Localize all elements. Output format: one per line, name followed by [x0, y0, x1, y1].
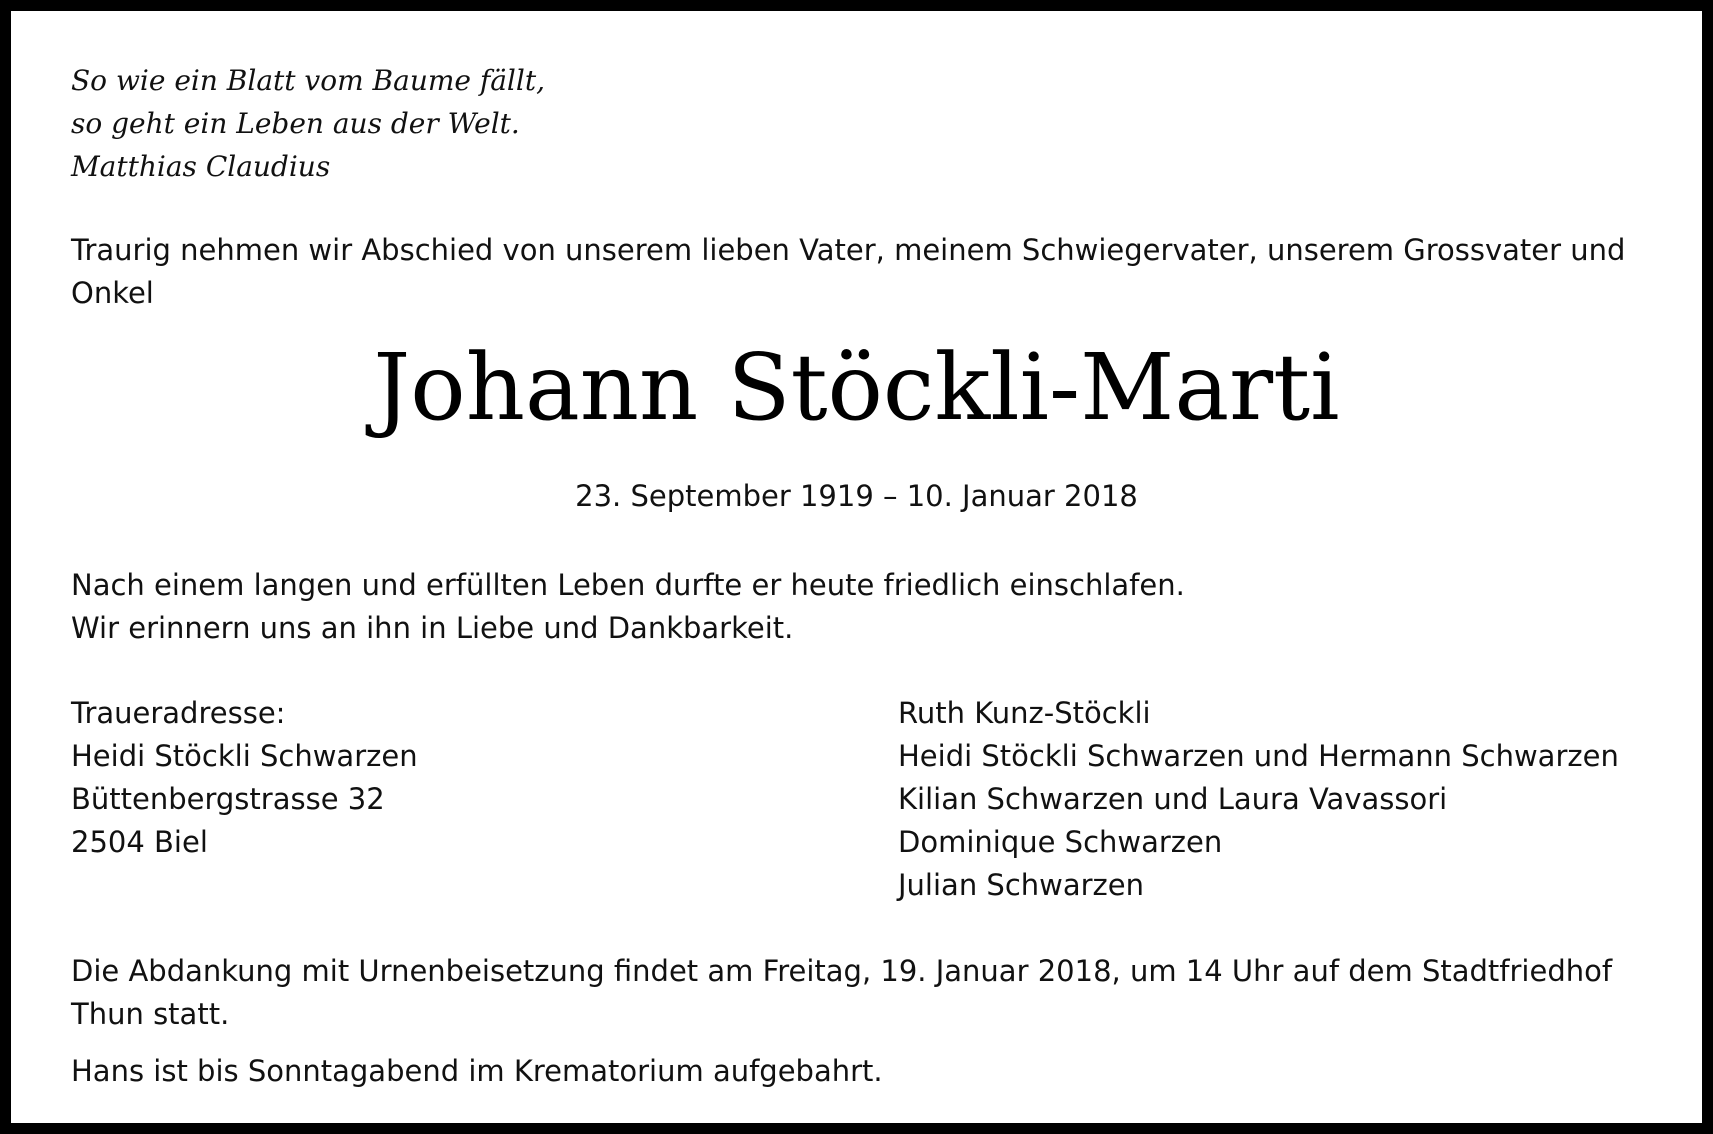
mourning-address: [71, 692, 418, 864]
family-member: Julian Schwarzen: [898, 868, 1145, 902]
family-member: Ruth Kunz-Stöckli: [898, 696, 1151, 730]
epigraph-quote: [71, 59, 545, 188]
intro-text: Traurig nehmen wir Abschied von unserem lieben Vater, meinem Schwiegervater, unserem Grossvater und Onkel: [71, 233, 1626, 310]
address-line: Heidi Stöckli Schwarzen: [71, 739, 418, 773]
address-line: 2504 Biel: [71, 825, 208, 859]
address-heading: Traueradresse:: [71, 696, 286, 730]
family-member: Heidi Stöckli Schwarzen und Hermann Schwarzen: [898, 739, 1619, 773]
viewing-info: Hans ist bis Sonntagabend im Krematorium aufgebahrt.: [71, 1054, 883, 1088]
quote-line: so geht ein Leben aus der Welt.: [71, 107, 520, 140]
deceased-name: Johann Stöckli-Marti: [373, 334, 1340, 441]
quote-author: Matthias Claudius: [71, 150, 331, 183]
message-paragraph: [71, 564, 1185, 650]
message-line: Wir erinnern uns an ihn in Liebe und Dankbarkeit.: [71, 611, 794, 645]
family-member: Dominique Schwarzen: [898, 825, 1223, 859]
funeral-info: Die Abdankung mit Urnenbeisetzung findet am Freitag, 19. Januar 2018, um 14 Uhr auf dem Stadtfriedhof Thun statt.: [71, 954, 1613, 1031]
address-line: Büttenbergstrasse 32: [71, 782, 385, 816]
quote-line: So wie ein Blatt vom Baume fällt,: [71, 64, 545, 97]
family-member: Kilian Schwarzen und Laura Vavassori: [898, 782, 1448, 816]
message-line: Nach einem langen und erfüllten Leben durfte er heute friedlich einschlafen.: [71, 568, 1185, 602]
life-dates: 23. September 1919 – 10. Januar 2018: [575, 479, 1138, 513]
family-list: [898, 692, 1619, 907]
